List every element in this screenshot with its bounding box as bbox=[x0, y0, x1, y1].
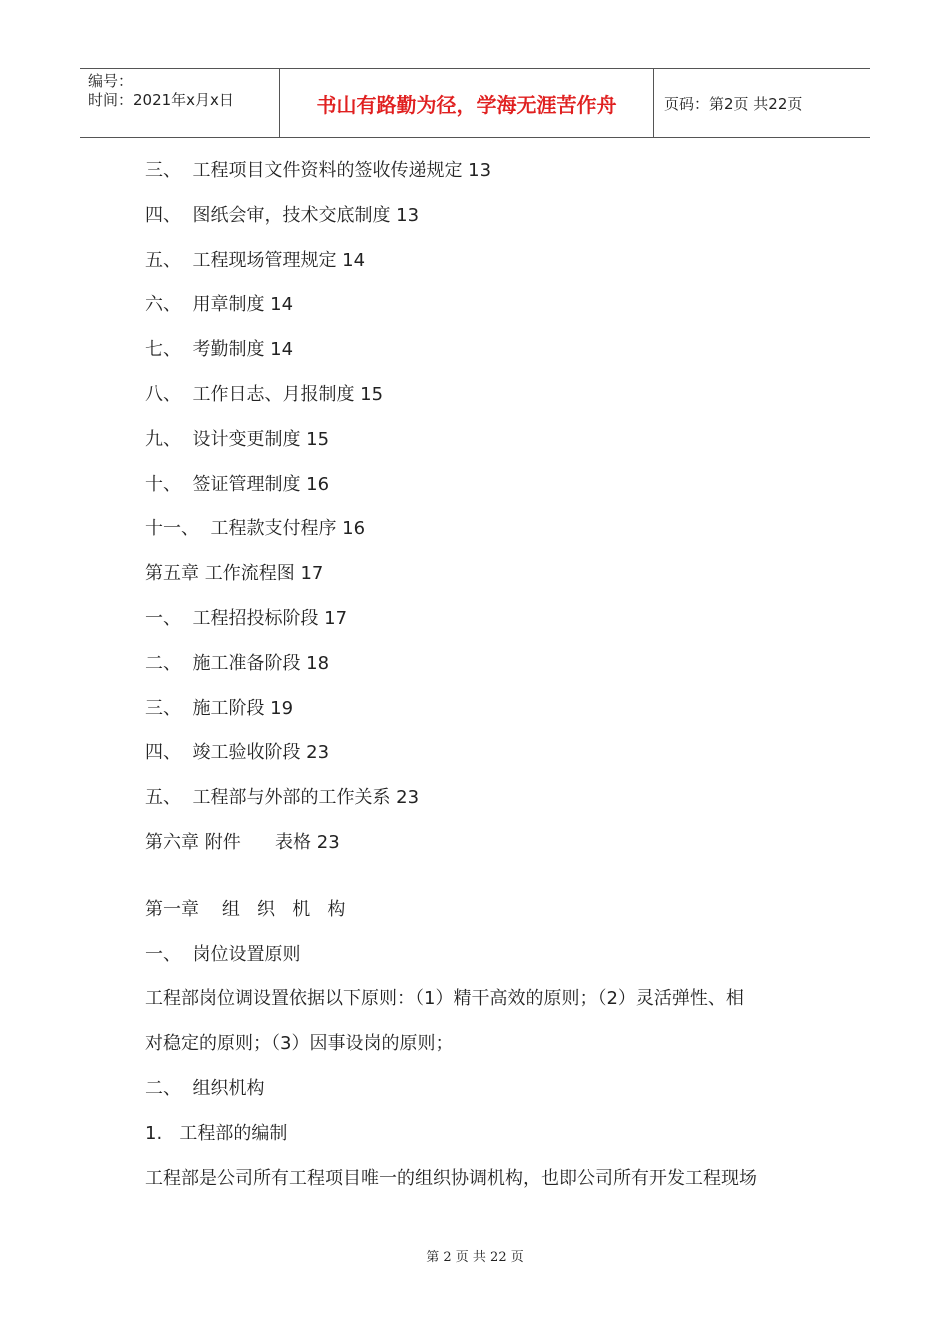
page-footer: 第 2 页 共 22 页 bbox=[426, 1250, 524, 1265]
section-heading: 二、 组织机构 bbox=[145, 1077, 265, 1099]
toc-line: 第五章 工作流程图 17 bbox=[145, 563, 324, 585]
header-page-label: 页码：第2页 共22页 bbox=[664, 94, 803, 113]
section-heading: 一、 岗位设置原则 bbox=[145, 943, 301, 965]
subsection-heading: 1. 工程部的编制 bbox=[145, 1122, 288, 1144]
toc-line: 二、 施工准备阶段 18 bbox=[145, 652, 330, 674]
header-meta bbox=[80, 69, 280, 137]
document-number-label: 编号： bbox=[88, 72, 134, 90]
toc-line: 五、 工程现场管理规定 14 bbox=[145, 249, 366, 271]
toc-line: 一、 工程招投标阶段 17 bbox=[145, 607, 348, 629]
toc-line: 八、 工作日志、月报制度 15 bbox=[145, 383, 384, 405]
toc-line: 四、 竣工验收阶段 23 bbox=[145, 742, 330, 764]
toc-line: 三、 施工阶段 19 bbox=[145, 697, 294, 719]
document-body bbox=[145, 155, 805, 1207]
paragraph-line: 工程部是公司所有工程项目唯一的组织协调机构，也即公司所有开发工程现场 bbox=[145, 1167, 757, 1189]
paragraph-line: 对稳定的原则；（3）因事设岗的原则； bbox=[145, 1033, 454, 1055]
section-gap bbox=[145, 872, 805, 894]
document-time-label: 时间：2021年x月x日 bbox=[88, 91, 234, 109]
toc-line: 七、 考勤制度 14 bbox=[145, 339, 294, 361]
header-motto: 书山有路勤为径，学海无涯苦作舟 bbox=[280, 69, 654, 137]
toc-line: 四、 图纸会审，技术交底制度 13 bbox=[145, 204, 420, 226]
chapter-heading: 第一章 组 织 机 构 bbox=[145, 898, 346, 920]
toc-line: 三、 工程项目文件资料的签收传递规定 13 bbox=[145, 160, 492, 181]
toc-line: 六、 用章制度 14 bbox=[145, 294, 294, 316]
page-header bbox=[80, 68, 870, 138]
paragraph-line: 工程部岗位调设置依据以下原则：（1）精干高效的原则；（2）灵活弹性、相 bbox=[145, 988, 744, 1010]
toc-line: 五、 工程部与外部的工作关系 23 bbox=[145, 787, 420, 809]
toc-line: 十一、 工程款支付程序 16 bbox=[145, 518, 366, 540]
toc-line: 第六章 附件 表格 23 bbox=[145, 831, 340, 853]
toc-line: 九、 设计变更制度 15 bbox=[145, 428, 330, 450]
toc-line: 十、 签证管理制度 16 bbox=[145, 473, 330, 495]
